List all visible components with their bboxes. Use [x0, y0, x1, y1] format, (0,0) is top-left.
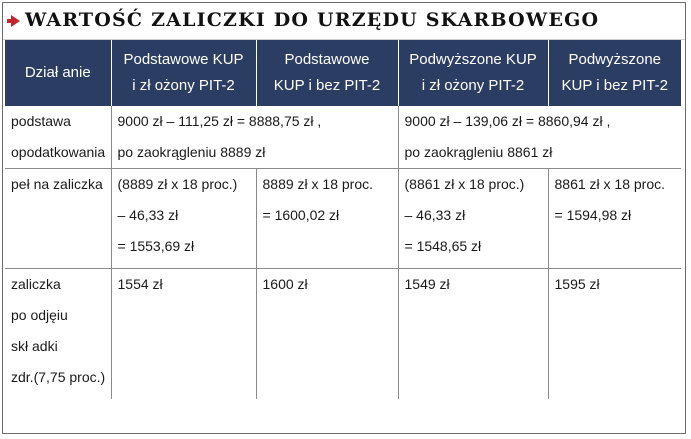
cell-full-advance-c2: 8889 zł x 18 proc. = 1600,02 zł	[256, 169, 398, 269]
cell-full-advance-c1: (8889 zł x 18 proc.) – 46,33 zł = 1553,69 zł	[111, 169, 256, 269]
header-basic-kup-no-pit2: Podstawowe KUP i bez PIT-2	[256, 40, 398, 106]
header-action: Dział anie	[5, 40, 111, 106]
cell-advance-c4: 1595 zł	[554, 276, 600, 292]
table-header-row	[5, 40, 681, 106]
table-row	[5, 106, 681, 169]
cell-tax-base-basic: 9000 zł – 111,25 zł = 8888,75 zł , po zaokrągleniu 8889 zł	[111, 106, 398, 169]
header-raised-kup-no-pit2: Podwyższone KUP i bez PIT-2	[548, 40, 681, 106]
tax-advance-table	[5, 40, 681, 399]
cell-full-advance-c4: 8861 zł x 18 proc. = 1594,98 zł	[548, 169, 681, 269]
cell-advance-c3: 1549 zł	[398, 269, 548, 400]
arrow-icon	[11, 15, 20, 27]
page-title: WARTOŚĆ ZALICZKI DO URZĘDU SKARBOWEGO	[25, 9, 600, 31]
row-label-advance-after-health: zaliczka po odjęiu skł adki zdr.(7,75 proc.)	[5, 269, 111, 400]
cell-tax-base-raised: 9000 zł – 139,06 zł = 8860,94 zł , po zaokrągleniu 8861 zł	[398, 106, 681, 169]
row-label-full-advance: peł na zaliczka	[5, 169, 111, 269]
cell-full-advance-c3: (8861 zł x 18 proc.) – 46,33 zł = 1548,65 zł	[398, 169, 548, 269]
row-label-tax-base: podstawa opodatkowania	[5, 106, 111, 169]
table-row	[5, 169, 681, 269]
header-raised-kup-pit2: Podwyższone KUP i zł ożony PIT-2	[398, 40, 548, 106]
table-row	[5, 269, 681, 400]
header-basic-kup-pit2: Podstawowe KUP i zł ożony PIT-2	[111, 40, 256, 106]
cell-advance-c2: 1600 zł	[256, 269, 398, 400]
cell-advance-c1: 1554 zł	[111, 269, 256, 400]
title-bar	[3, 3, 685, 40]
